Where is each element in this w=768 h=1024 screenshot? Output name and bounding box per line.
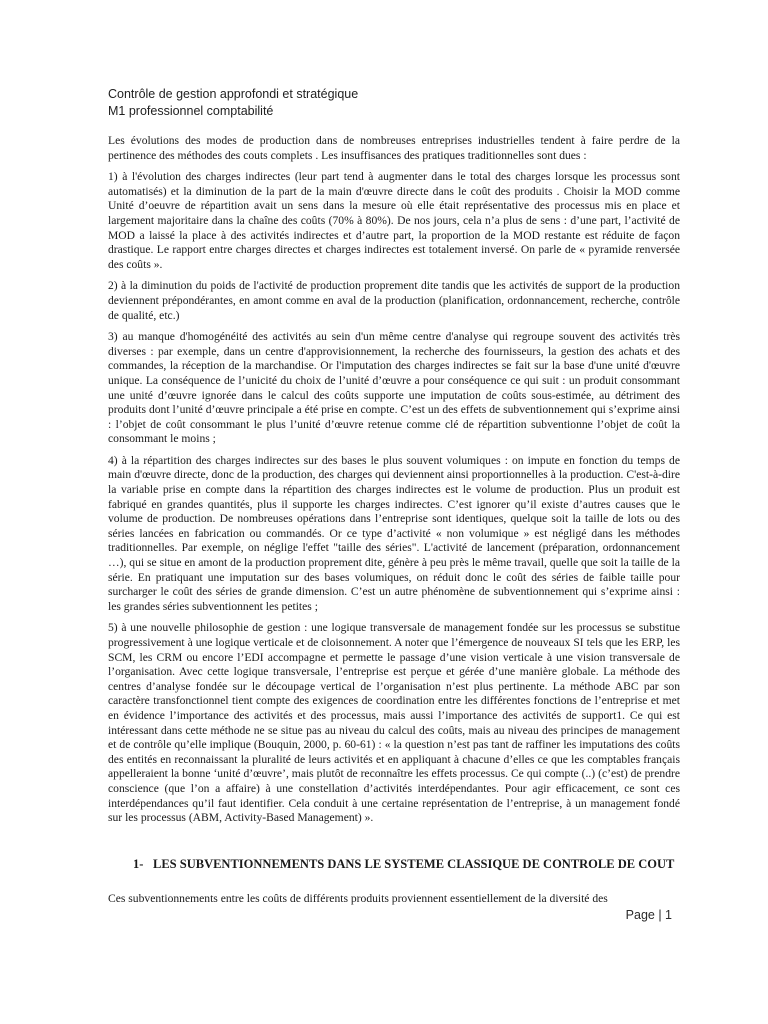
section-title: LES SUBVENTIONNEMENTS DANS LE SYSTEME CLASSIQUE DE CONTROLE DE COUT	[153, 857, 675, 871]
intro-paragraph: Les évolutions des modes de production dans de nombreuses entreprises industrielles tendent à faire perdre de la pertinence des méthodes des couts complets . Les insuffisances des pratiques traditionnelles sont dues :	[108, 134, 680, 162]
point-2-paragraph: 2) à la diminution du poids de l'activité de production proprement dite tandis que les activités de support de la production deviennent prépondérantes, en amont comme en aval de la production (planification, ordonnancement, recherche, contrôle de qualité, etc.)	[108, 279, 680, 322]
course-title: Contrôle de gestion approfondi et stratégique	[108, 87, 359, 101]
course-subtitle: M1 professionnel comptabilité	[108, 104, 274, 118]
point-1-paragraph: 1) à l'évolution des charges indirectes (leur part tend à augmenter dans le total des charges lorsque les processus sont automatisés) et la diminution de la part de la main d'œuvre directe dans le coût des produits . Choisir la MOD comme Unité d’oeuvre de répartition avait un sens dans la mesure où elle était représentative des processus mis en place et largement majoritaire dans la chaîne des coûts (70% à 80%). De nos jours, cela n’a plus de sens : d’une part, l’activité de MOD a laissé la place à des activités indirectes et d’autre part, la proportion de la MOD restante est réduite de façon drastique. Le rapport entre charges directes et charges indirectes est totalement inversé. On parle de « pyramide renversée des coûts ».	[108, 170, 680, 271]
section-heading	[133, 856, 678, 872]
point-3-paragraph: 3) au manque d'homogénéité des activités au sein d'un même centre d'analyse qui regroupe souvent des activités très diverses : par exemple, dans un centre d'approvisionnement, la recherche des fournisseurs, la gestion des achats et des commandes, la réception de la marchandise. Or l'imputation des charges indirectes se fait sur la base d'une unité d'œuvre unique. La conséquence de l’unicité du choix de l’unité d’œuvre a pour conséquence ce qui suit : un produit consommant une unité d’œuvre ignorée dans le calcul des coûts supporte une imputation de coûts sous-estimée, au détriment des produits dont l’unité d’œuvre principale a été prise en compte. C’est un des effets de subventionnement qui s’exprime ainsi : l’objet de coût consommant le plus l’unité d’œuvre retenue comme clé de répartition subventionne l’objet de coût la consommant le moins ;	[108, 330, 680, 446]
point-4-paragraph: 4) à la répartition des charges indirectes sur des bases le plus souvent volumiques : on impute en fonction du temps de main d'œuvre directe, donc de la production, des charges qui deviennent ainsi proportionnelles à la production. C'est-à-dire la variable prise en compte dans la répartition des charges indirectes est le volume de production. Plus un produit est fabriqué en grandes quantités, plus il supporte les charges indirectes. C’est ignorer qu’il existe d’autres causes que le volume de production. De nombreuses opérations dans l’entreprise sont identiques, quelque soit la taille de lots ou des séries lancées en fabrication ou commandés. Or ce type d’activité « non volumique » est négligé dans les méthodes traditionnelles. Par exemple, on néglige l'effet "taille des séries". L'activité de lancement (préparation, ordonnancement …), qui se situe en amont de la production proprement dite, génère à peu près le même travail, quelle que soit la taille de la série. En pratiquant une imputation sur des bases volumiques, on réduit donc le coût des séries de faible taille pour surcharger le coût des séries de grande dimension. C’est un autre phénomène de subventionnement qui s’exprime ainsi : les grandes séries subventionnent les petites ;	[108, 453, 680, 613]
section-number: 1-	[133, 857, 144, 871]
continuation-line: Ces subventionnements entre les coûts de différents produits proviennent essentiellement de la diversité des	[108, 892, 608, 905]
document-header	[108, 86, 358, 120]
point-5-paragraph: 5) à une nouvelle philosophie de gestion : une logique transversale de management fondée sur les processus se substitue progressivement à une logique verticale et de cloisonnement. A noter que l’émergence de nouveaux SI tels que les ERP, les SCM, les CRM ou encore l’EDI accompagne et permette le passage d’une vision verticale à une vision transversale de l’organisation. Avec cette logique transversale, l’entreprise est perçue et gérée d’une manière globale. La méthode des centres d’analyse fondée sur le découpage vertical de l’organisation n’est plus pertinente. La méthode ABC par son caractère transfonctionnel tient compte des exigences de coordination entre les différentes fonctions de l’entreprise et met en évidence l’importance des activités et des processus, mais aussi l’importance des activités de support1. Ce qui est intéressant dans cette méthode ne se situe pas au niveau du calcul des coûts, mais au niveau des principes de management et de contrôle qu’elle implique (Bouquin, 2000, p. 60-61) : « la question n’est pas tant de raffiner les imputations des coûts des entités en reconnaissant la pluralité de leurs activités et en appliquant à chacune d’elles ce que les comptables français appelleraient la bonne ‘unité d’œuvre’, mais plutôt de reconnaître les effets processus. Ce qui compte (..) (c’est) de prendre conscience (que l’on a affaire) à une constellation d’activités interdépendantes. Pour agir efficacement, ce sont ces interdépendances qu’il faut identifier. Cela conduit à une certaine représentation de l’entreprise, à un management fondé sur les processus (ABM, Activity-Based Management) ».	[108, 621, 680, 825]
page-number: Page | 1	[625, 908, 672, 922]
document-body	[108, 134, 680, 833]
